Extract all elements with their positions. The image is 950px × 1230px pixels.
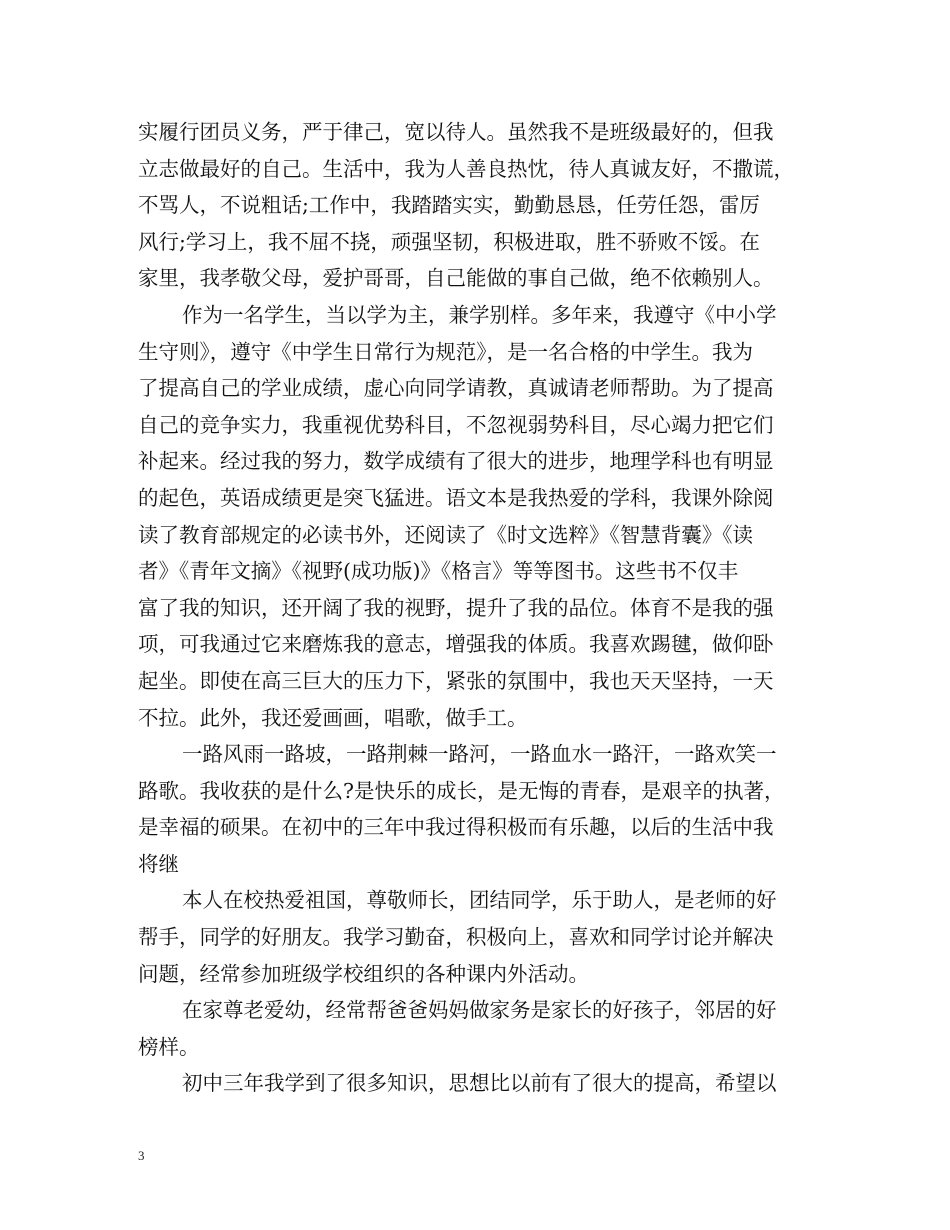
- text-line: 不骂人，不说粗话;工作中，我踏踏实实，勤勤恳恳，任劳任怨，雷厉: [138, 193, 760, 218]
- text-line: 了提高自己的学业成绩，虚心向同学请教，真诚请老师帮助。为了提高: [138, 376, 774, 401]
- text-line: 榜样。: [138, 1034, 200, 1059]
- text-line: 初中三年我学到了很多知识，思想比以前有了很大的提高，希望以: [182, 1071, 777, 1096]
- text-line: 生守则》，遵守《中学生日常行为规范》，是一名合格的中学生。我为: [138, 339, 753, 364]
- text-line: 作为一名学生，当以学为主，兼学别样。多年来，我遵守《中小学: [182, 302, 777, 327]
- text-line: 补起来。经过我的努力，数学成绩有了很大的进步，地理学科也有明显: [138, 449, 774, 474]
- text-line: 项，可我通过它来磨炼我的意志，增强我的体质。我喜欢踢毽，做仰卧: [138, 632, 774, 657]
- text-line: 富了我的知识，还开阔了我的视野，提升了我的品位。体育不是我的强: [138, 595, 774, 620]
- text-line: 起坐。即使在高三巨大的压力下，紧张的氛围中，我也天天坚持，一天: [138, 668, 774, 693]
- text-line: 是幸福的硕果。在初中的三年中我过得积极而有乐趣，以后的生活中我: [138, 815, 774, 840]
- text-line: 问题，经常参加班级学校组织的各种课内外活动。: [138, 961, 589, 986]
- text-line: 帮手，同学的好朋友。我学习勤奋，积极向上，喜欢和同学讨论并解决: [138, 925, 774, 950]
- text-line: 路歌。我收获的是什么?是快乐的成长，是无悔的青春，是艰辛的执著，: [138, 778, 785, 803]
- text-line: 不拉。此外，我还爱画画，唱歌，做手工。: [138, 705, 528, 730]
- text-line: 的起色，英语成绩更是突飞猛进。语文本是我热爱的学科，我课外除阅: [138, 485, 774, 510]
- document-body: [138, 114, 818, 1102]
- text-line: 一路风雨一路坡，一路荆棘一路河，一路血水一路汗，一路欢笑一: [182, 742, 777, 767]
- text-line: 本人在校热爱祖国，尊敬师长，团结同学，乐于助人，是老师的好: [182, 888, 777, 913]
- text-line: 立志做最好的自己。生活中，我为人善良热忱，待人真诚友好，不撒谎，: [138, 156, 794, 181]
- text-line: 自己的竞争实力，我重视优势科目，不忽视弱势科目，尽心竭力把它们: [138, 412, 774, 437]
- text-line: 实履行团员义务，严于律己，宽以待人。虽然我不是班级最好的，但我: [138, 120, 774, 144]
- text-line: 风行;学习上，我不屈不挠，顽强坚韧，积极进取，胜不骄败不馁。在: [138, 229, 760, 254]
- text-line: 家里，我孝敬父母，爱护哥哥，自己能做的事自己做，绝不依赖别人。: [138, 266, 774, 291]
- text-line: 者》《青年文摘》《视野(成功版)》《格言》等等图书。这些书不仅丰: [138, 559, 739, 584]
- text-line: 读了教育部规定的必读书外，还阅读了《时文选粹》《智慧背囊》《读: [138, 522, 753, 547]
- text-line: 在家尊老爱幼，经常帮爸爸妈妈做家务是家长的好孩子，邻居的好: [182, 998, 777, 1023]
- text-line: 将继: [138, 851, 179, 876]
- page-number: 3: [138, 1148, 145, 1163]
